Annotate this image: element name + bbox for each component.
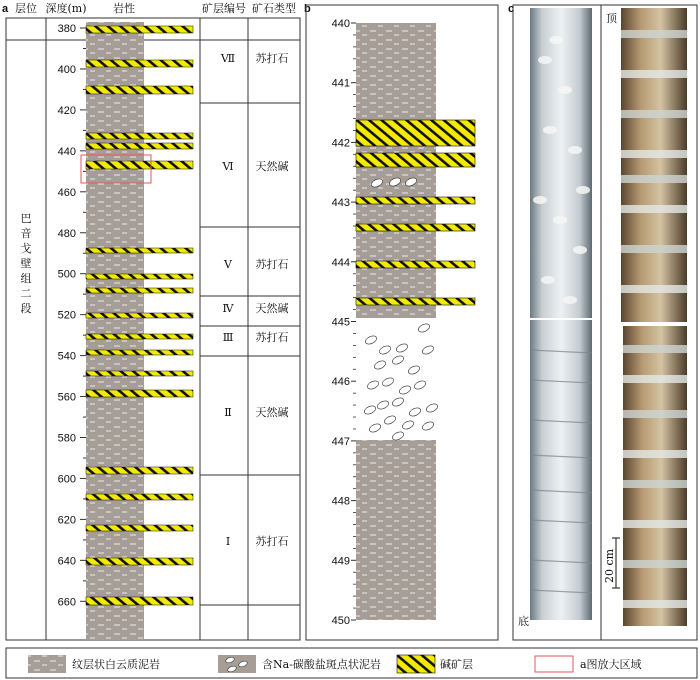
ore-zone-type: 天然碱 xyxy=(255,406,289,419)
ore-layer xyxy=(86,494,193,500)
panel-a-label: a xyxy=(2,3,9,15)
ore-zone-number: Ⅳ xyxy=(222,302,234,315)
ore-layer xyxy=(86,86,193,94)
svg-text:组: 组 xyxy=(20,272,32,285)
ore-zone-number: Ⅲ xyxy=(222,331,234,344)
ore-layer xyxy=(86,334,193,339)
spotted-mudstone-zone xyxy=(356,318,436,440)
core-photo-left-upper xyxy=(530,8,592,318)
depth-tick-label: 600 xyxy=(57,473,76,486)
depth-axis-b xyxy=(332,18,356,627)
depth-tick-label: 540 xyxy=(57,350,76,363)
depth-tick-label: 500 xyxy=(57,268,76,281)
panel-b xyxy=(304,3,498,640)
ore-zone-type: 苏打石 xyxy=(255,52,289,65)
ore-layer xyxy=(356,261,475,268)
legend-label-ore: 碱矿层 xyxy=(440,658,473,671)
depth-tick-label: 442 xyxy=(331,137,350,150)
legend-label-laminated: 纹层状白云质泥岩 xyxy=(72,658,160,671)
depth-tick-label: 446 xyxy=(331,376,350,389)
depth-tick-label: 580 xyxy=(57,432,76,445)
depth-tick-label: 380 xyxy=(57,23,76,35)
ore-layer xyxy=(86,313,193,318)
depth-tick-label: 660 xyxy=(57,596,76,609)
depth-tick-label: 440 xyxy=(57,145,76,158)
ore-layer xyxy=(356,197,475,204)
ore-layer xyxy=(86,274,193,279)
svg-text:戈: 戈 xyxy=(20,242,32,255)
formation-name xyxy=(21,212,32,315)
ore-layer xyxy=(86,371,193,376)
ore-layer xyxy=(86,26,193,33)
core-photo-right-lower xyxy=(623,326,687,626)
depth-tick-label: 480 xyxy=(57,227,76,240)
ore-zone-type: 天然碱 xyxy=(255,160,289,173)
legend xyxy=(6,648,697,678)
depth-tick-label: 460 xyxy=(57,186,76,199)
depth-tick-label: 443 xyxy=(331,197,350,210)
header-depth: 深度(m) xyxy=(45,2,87,15)
depth-tick-label: 620 xyxy=(57,514,76,527)
ore-layer xyxy=(356,153,475,167)
core-photo-right-upper xyxy=(621,8,687,322)
legend-swatch-laminated xyxy=(28,655,66,673)
ore-zone-type: 苏打石 xyxy=(255,535,289,548)
ore-zone-type: 天然碱 xyxy=(255,302,289,315)
depth-tick-label: 444 xyxy=(331,256,350,269)
depth-tick-label: 445 xyxy=(331,316,350,329)
ore-layer xyxy=(86,248,193,253)
depth-axis-a xyxy=(58,23,86,608)
panel-c-label: c xyxy=(508,3,515,15)
ore-zone-number: Ⅶ xyxy=(220,52,236,65)
svg-text:段: 段 xyxy=(20,302,32,315)
scale-bar-label: 20 cm xyxy=(603,548,616,583)
header-ore-number: 矿层编号 xyxy=(202,2,246,15)
core-top-label: 顶 xyxy=(606,12,617,25)
ore-zone-number: Ⅰ xyxy=(225,535,231,548)
ore-layer xyxy=(86,558,193,565)
core-bottom-label: 底 xyxy=(518,615,529,628)
depth-tick-label: 640 xyxy=(57,555,76,568)
panel-c xyxy=(508,3,697,640)
ore-zone-number: Ⅴ xyxy=(224,258,232,271)
svg-text:音: 音 xyxy=(20,227,32,240)
ore-layer xyxy=(86,525,193,531)
ore-zone-type: 苏打石 xyxy=(255,331,289,344)
depth-tick-label: 420 xyxy=(57,104,76,117)
ore-layer xyxy=(356,298,475,305)
ore-layer xyxy=(86,161,193,169)
depth-tick-label: 448 xyxy=(331,495,350,508)
header-ore-type: 矿石类型 xyxy=(252,2,296,15)
depth-tick-label: 447 xyxy=(331,435,350,448)
ore-zone-type: 苏打石 xyxy=(255,258,289,271)
depth-tick-label: 520 xyxy=(57,309,76,322)
panel-b-label: b xyxy=(304,3,311,15)
header-lithology: 岩性 xyxy=(113,2,135,15)
ore-layer xyxy=(86,143,193,149)
depth-tick-label: 449 xyxy=(331,555,350,568)
legend-label-enlarged-area: a图放大区域 xyxy=(580,658,642,671)
core-photo-left-lower xyxy=(530,320,592,620)
depth-tick-label: 441 xyxy=(331,77,350,90)
depth-tick-label: 400 xyxy=(57,63,76,76)
svg-text:二: 二 xyxy=(20,287,32,300)
depth-tick-label: 450 xyxy=(331,615,350,627)
ore-layer xyxy=(86,350,193,355)
ore-layer xyxy=(86,60,193,67)
ore-layer xyxy=(86,467,193,474)
legend-swatch-ore xyxy=(397,655,435,673)
depth-tick-label: 560 xyxy=(57,391,76,404)
svg-text:壁: 壁 xyxy=(20,257,32,270)
ore-zone-number: Ⅱ xyxy=(224,406,232,419)
ore-zones xyxy=(200,51,300,605)
ore-zone-number: Ⅵ xyxy=(222,160,234,173)
ore-layer xyxy=(356,224,475,231)
legend-swatch-spotted xyxy=(218,655,256,673)
panel-a xyxy=(2,1,300,640)
depth-tick-label: 440 xyxy=(331,18,350,30)
lithology-column-a xyxy=(86,22,144,640)
header-stratum: 层位 xyxy=(15,2,37,15)
svg-text:巴: 巴 xyxy=(20,212,32,225)
ore-layer xyxy=(86,597,193,605)
ore-layer xyxy=(86,390,193,397)
legend-label-spotted: 含Na-碳酸盐斑点状泥岩 xyxy=(262,658,381,671)
ore-layer xyxy=(86,288,193,293)
ore-layer xyxy=(356,120,475,146)
ore-layer xyxy=(86,133,193,139)
legend-swatch-enlarged-area xyxy=(535,656,573,672)
